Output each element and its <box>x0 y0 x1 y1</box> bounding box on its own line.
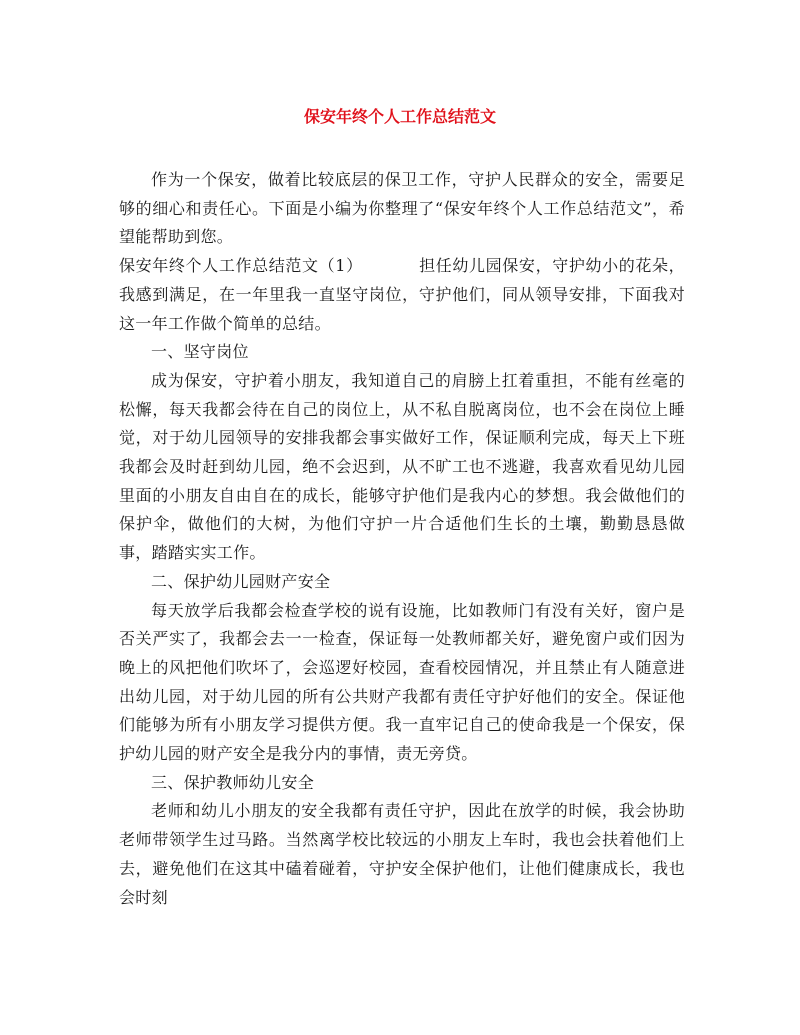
document-title: 保安年终个人工作总结范文 <box>303 107 496 126</box>
section-label: 保安年终个人工作总结范文（1） <box>119 256 363 276</box>
heading-1: 一、坚守岗位 <box>151 342 249 362</box>
section-lead: 担任幼儿园保安，守护幼小的花朵，我感到满足，在一年里我一直坚守岗位，守护他们，同从领导安排，下面我对这一年工作做个简单的总结。 <box>119 256 685 333</box>
paragraph-2: 每天放学后我都会检查学校的说有设施，比如教师门有没有关好，窗户是否关严实了，我都会去一一检查，保证每一处教师都关好，避免窗户或们因为晚上的风把他们吹坏了，会巡逻好校园，查看校园情况，并且禁止有人随意进出幼儿园，对于幼儿园的所有公共财产我都有责任守护好他们的安全。保证他们能够为所有小朋友学习提供方便。我一直牢记自己的使命我是一个保安，保护幼儿园的财产安全是我分内的事情，责无旁贷。 <box>119 600 685 764</box>
heading-3: 三、保护教师幼儿安全 <box>151 772 315 792</box>
heading-2: 二、保护幼儿园财产安全 <box>151 571 331 591</box>
section-paragraph <box>119 252 685 338</box>
document-body <box>119 166 685 912</box>
paragraph-1: 成为保安，守护着小朋友，我知道自己的肩膀上扛着重担，不能有丝毫的松懈，每天我都会待在自己的岗位上，从不私自脱离岗位，也不会在岗位上睡觉，对于幼儿园领导的安排我都会事实做好工作，保证顺利完成，每天上下班我都会及时赶到幼儿园，绝不会迟到，从不旷工也不逃避，我喜欢看见幼儿园里面的小朋友自由自在的成长，能够守护他们是我内心的梦想。我会做他们的保护伞，做他们的大树，为他们守护一片合适他们生长的土壤，勤勤恳恳做事，踏踏实实工作。 <box>119 370 685 563</box>
paragraph-3: 老师和幼儿小朋友的安全我都有责任守护，因此在放学的时候，我会协助老师带领学生过马路。当然离学校比较远的小朋友上车时，我也会扶着他们上去，避免他们在这其中磕着碰着，守护安全保护他们，让他们健康成长，我也会时刻 <box>119 801 685 907</box>
intro-paragraph: 作为一个保安，做着比较底层的保卫工作，守护人民群众的安全，需要足够的细心和责任心。下面是小编为你整理了“保安年终个人工作总结范文”，希望能帮助到您。 <box>119 170 685 247</box>
